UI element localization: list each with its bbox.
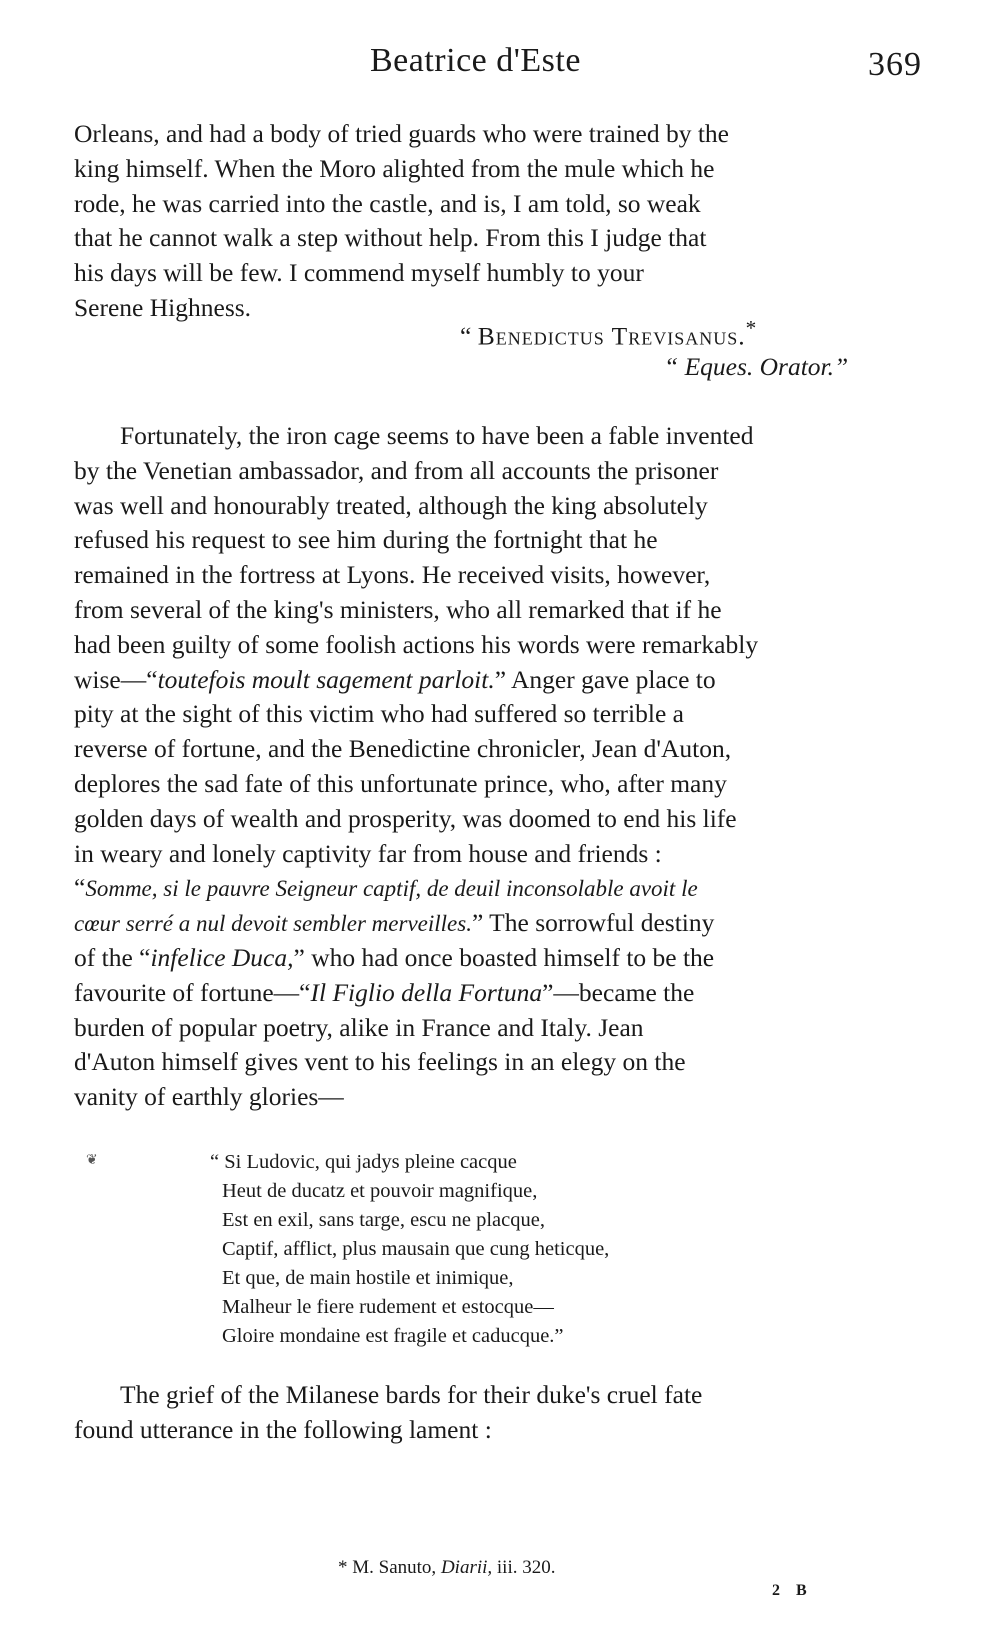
poem-line: “ Si Ludovic, qui jadys pleine cacque (210, 1151, 517, 1173)
text-line: Orleans, and had a body of tried guards who were trained by the (74, 119, 729, 148)
text-line: d'Auton himself gives vent to his feelings in an elegy on the (74, 1047, 686, 1077)
text-line: “Somme, si le pauvre Seigneur captif, de deuil inconsolable avoit le (74, 873, 698, 903)
poem-line: Malheur le fiere rudement et estocque— (222, 1296, 554, 1318)
text-line: that he cannot walk a step without help. From this I judge that (74, 223, 707, 253)
text-line: favourite of fortune—“Il Figlio della Fortuna”—became the (74, 977, 695, 1007)
text-line: The grief of the Milanese bards for their duke's cruel fate (120, 1380, 703, 1409)
text-line: his days will be few. I commend myself humbly to your (74, 258, 644, 288)
text-line: was well and honourably treated, although the king absolutely (74, 490, 708, 520)
paragraph-letter-ending (74, 117, 920, 326)
text-line: Fortunately, the iron cage seems to have been a fable invented (120, 421, 754, 450)
printer-signature-mark: 2 B (772, 1582, 813, 1599)
footnote-marker: * (745, 316, 757, 340)
text-line: wise—“toutefois moult sagement parloit.” Anger gave place to (74, 664, 716, 694)
text-line: burden of popular poetry, alike in France and Italy. Jean (74, 1012, 644, 1042)
text-line: reverse of fortune, and the Benedictine chronicler, Jean d'Auton, (74, 734, 732, 764)
text-line: vanity of earthly glories— (74, 1082, 344, 1112)
text-line: rode, he was carried into the castle, and is, I am told, so weak (74, 188, 701, 218)
signature-name: “ Benedictus Trevisanus.* (460, 316, 757, 351)
text-line: cœur serré a nul devoit sembler merveilles.” The sorrowful destiny (74, 908, 715, 938)
text-line: remained in the fortress at Lyons. He received visits, however, (74, 560, 711, 590)
text-line: golden days of wealth and prosperity, was doomed to end his life (74, 803, 737, 833)
running-head (0, 42, 1000, 92)
poem-line: Gloire mondaine est fragile et caducque.” (222, 1325, 564, 1347)
text-line: pity at the sight of this victim who had suffered so terrible a (74, 699, 684, 729)
text-line: found utterance in the following lament : (74, 1414, 492, 1444)
text-line: from several of the king's ministers, who all remarked that if he (74, 594, 722, 624)
poem-line: Et que, de main hostile et inimique, (222, 1267, 514, 1289)
text-line: refused his request to see him during the fortnight that he (74, 525, 658, 555)
text-line: by the Venetian ambassador, and from all accounts the prisoner (74, 455, 719, 485)
running-title: Beatrice d'Este (370, 42, 581, 79)
text-line: king himself. When the Moro alighted from the mule which he (74, 153, 715, 183)
paragraph-closing (74, 1378, 920, 1448)
text-line: deplores the sad fate of this unfortunate prince, who, after many (74, 768, 727, 798)
footnote: * M. Sanuto, Diarii, iii. 320. (338, 1557, 556, 1578)
printer-mark-icon: ❦ (86, 1153, 98, 1168)
poem-line: Captif, afflict, plus mausain que cung heticque, (222, 1238, 610, 1260)
footnote-marker: * (338, 1557, 348, 1578)
text-line: had been guilty of some foolish actions his words were remarkably (74, 629, 759, 659)
poem-stanza (210, 1148, 609, 1351)
paragraph-main (74, 419, 920, 1115)
page-number: 369 (868, 46, 922, 83)
text-line: of the “infelice Duca,” who had once boasted himself to be the (74, 942, 715, 972)
signature-title: “ Eques. Orator.” (664, 352, 849, 381)
text-line: in weary and lonely captivity far from house and friends : (74, 838, 662, 868)
poem-line: Heut de ducatz et pouvoir magnifique, (222, 1180, 538, 1202)
poem-line: Est en exil, sans targe, escu ne placque, (222, 1209, 545, 1231)
text-line: Serene Highness. (74, 292, 252, 322)
